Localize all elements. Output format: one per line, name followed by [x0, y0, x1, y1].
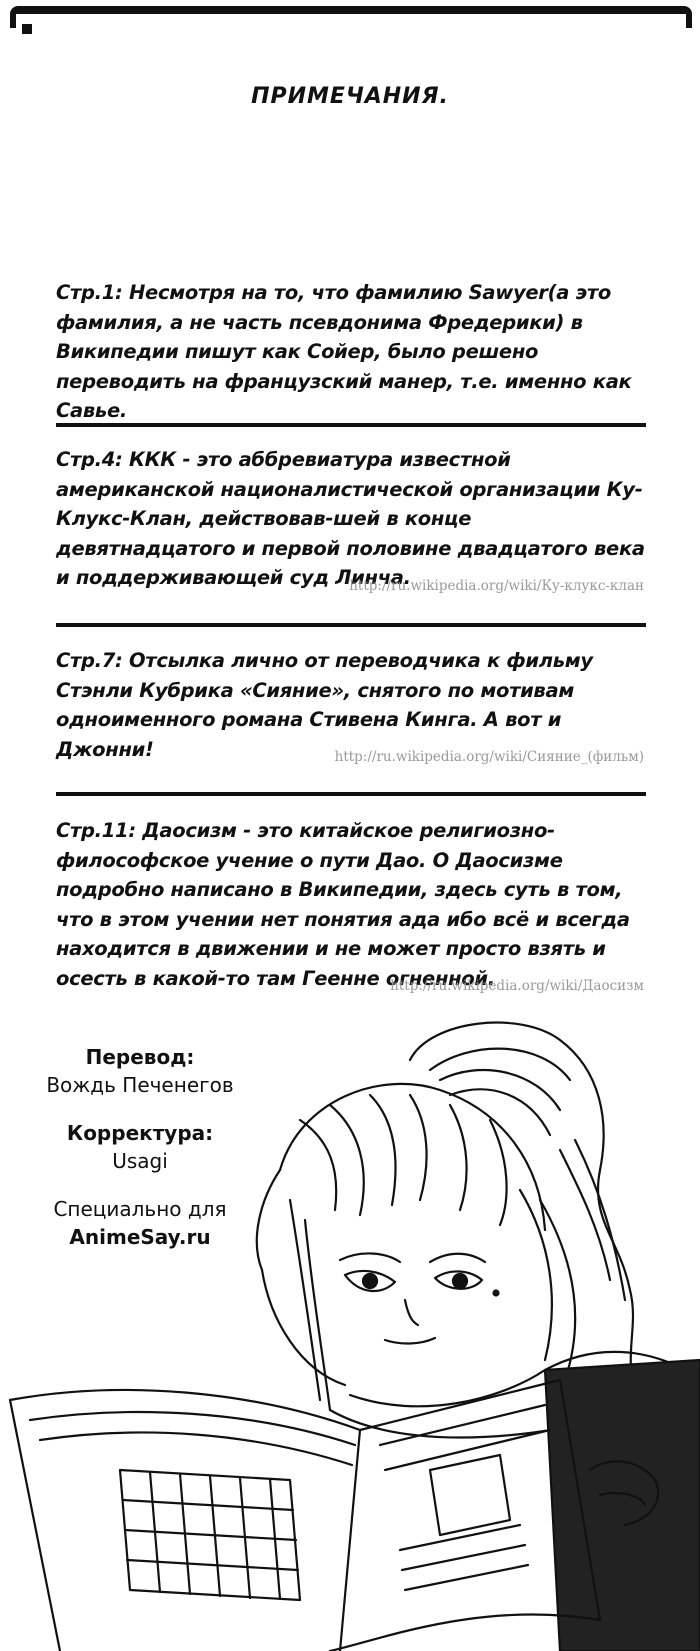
- girl-reading-newspaper-illustration: [0, 1000, 700, 1651]
- translation-label: Перевод:: [85, 1045, 195, 1069]
- note-link-shining[interactable]: http://ru.wikipedia.org/wiki/Сияние_(фильм): [334, 749, 644, 765]
- note-link-taoism[interactable]: http://ru.wikipedia.org/wiki/Даосизм: [390, 978, 644, 994]
- note-page-7: Стр.7: Отсылка лично от переводчика к фильму Стэнли Кубрика «Сияние», снятого по мотивам одноименного романа Стивена Кинга. А вот и Джонни!: [56, 649, 593, 761]
- special-site: AnimeSay.ru: [69, 1225, 211, 1249]
- divider: [56, 792, 646, 796]
- panel-frame-top: [10, 6, 692, 28]
- proofreading-name: Usagi: [112, 1149, 168, 1173]
- page-title: ПРИМЕЧАНИЯ.: [251, 84, 449, 109]
- proofreading-label: Корректура:: [66, 1121, 214, 1145]
- divider: [56, 423, 646, 427]
- note-page-1: Стр.1: Несмотря на то, что фамилию Sawyer(а это фамилия, а не часть псевдонима Фредерики) в Википедии пишут как Сойер, было решено переводить на французский манер, т.е. именно как Савье.: [56, 281, 632, 422]
- note-page-4: Стр.4: ККК - это аббревиатура известной американской националистической организации Ку-Клукс-Клан, действовав-шей в конце девятнадцатого и первой половине двадцатого века и поддерживающей суд Линча.: [56, 448, 645, 589]
- special-label: Специально для: [53, 1197, 227, 1221]
- translation-name: Вождь Печенегов: [46, 1073, 234, 1097]
- note-link-kkk[interactable]: http://ru.wikipedia.org/wiki/Ку-клукс-клан: [349, 578, 644, 594]
- note-page-11: Стр.11: Даосизм - это китайское религиозно-философское учение о пути Дао. О Даосизме подробно написано в Википедии, здесь суть в том, что в этом учении нет понятия ада ибо всё и всегда находится в движении и не может просто взять и осесть в какой-то там Геенне огненной.: [56, 819, 630, 990]
- panel-corner-mark: [22, 24, 32, 34]
- divider: [56, 623, 646, 627]
